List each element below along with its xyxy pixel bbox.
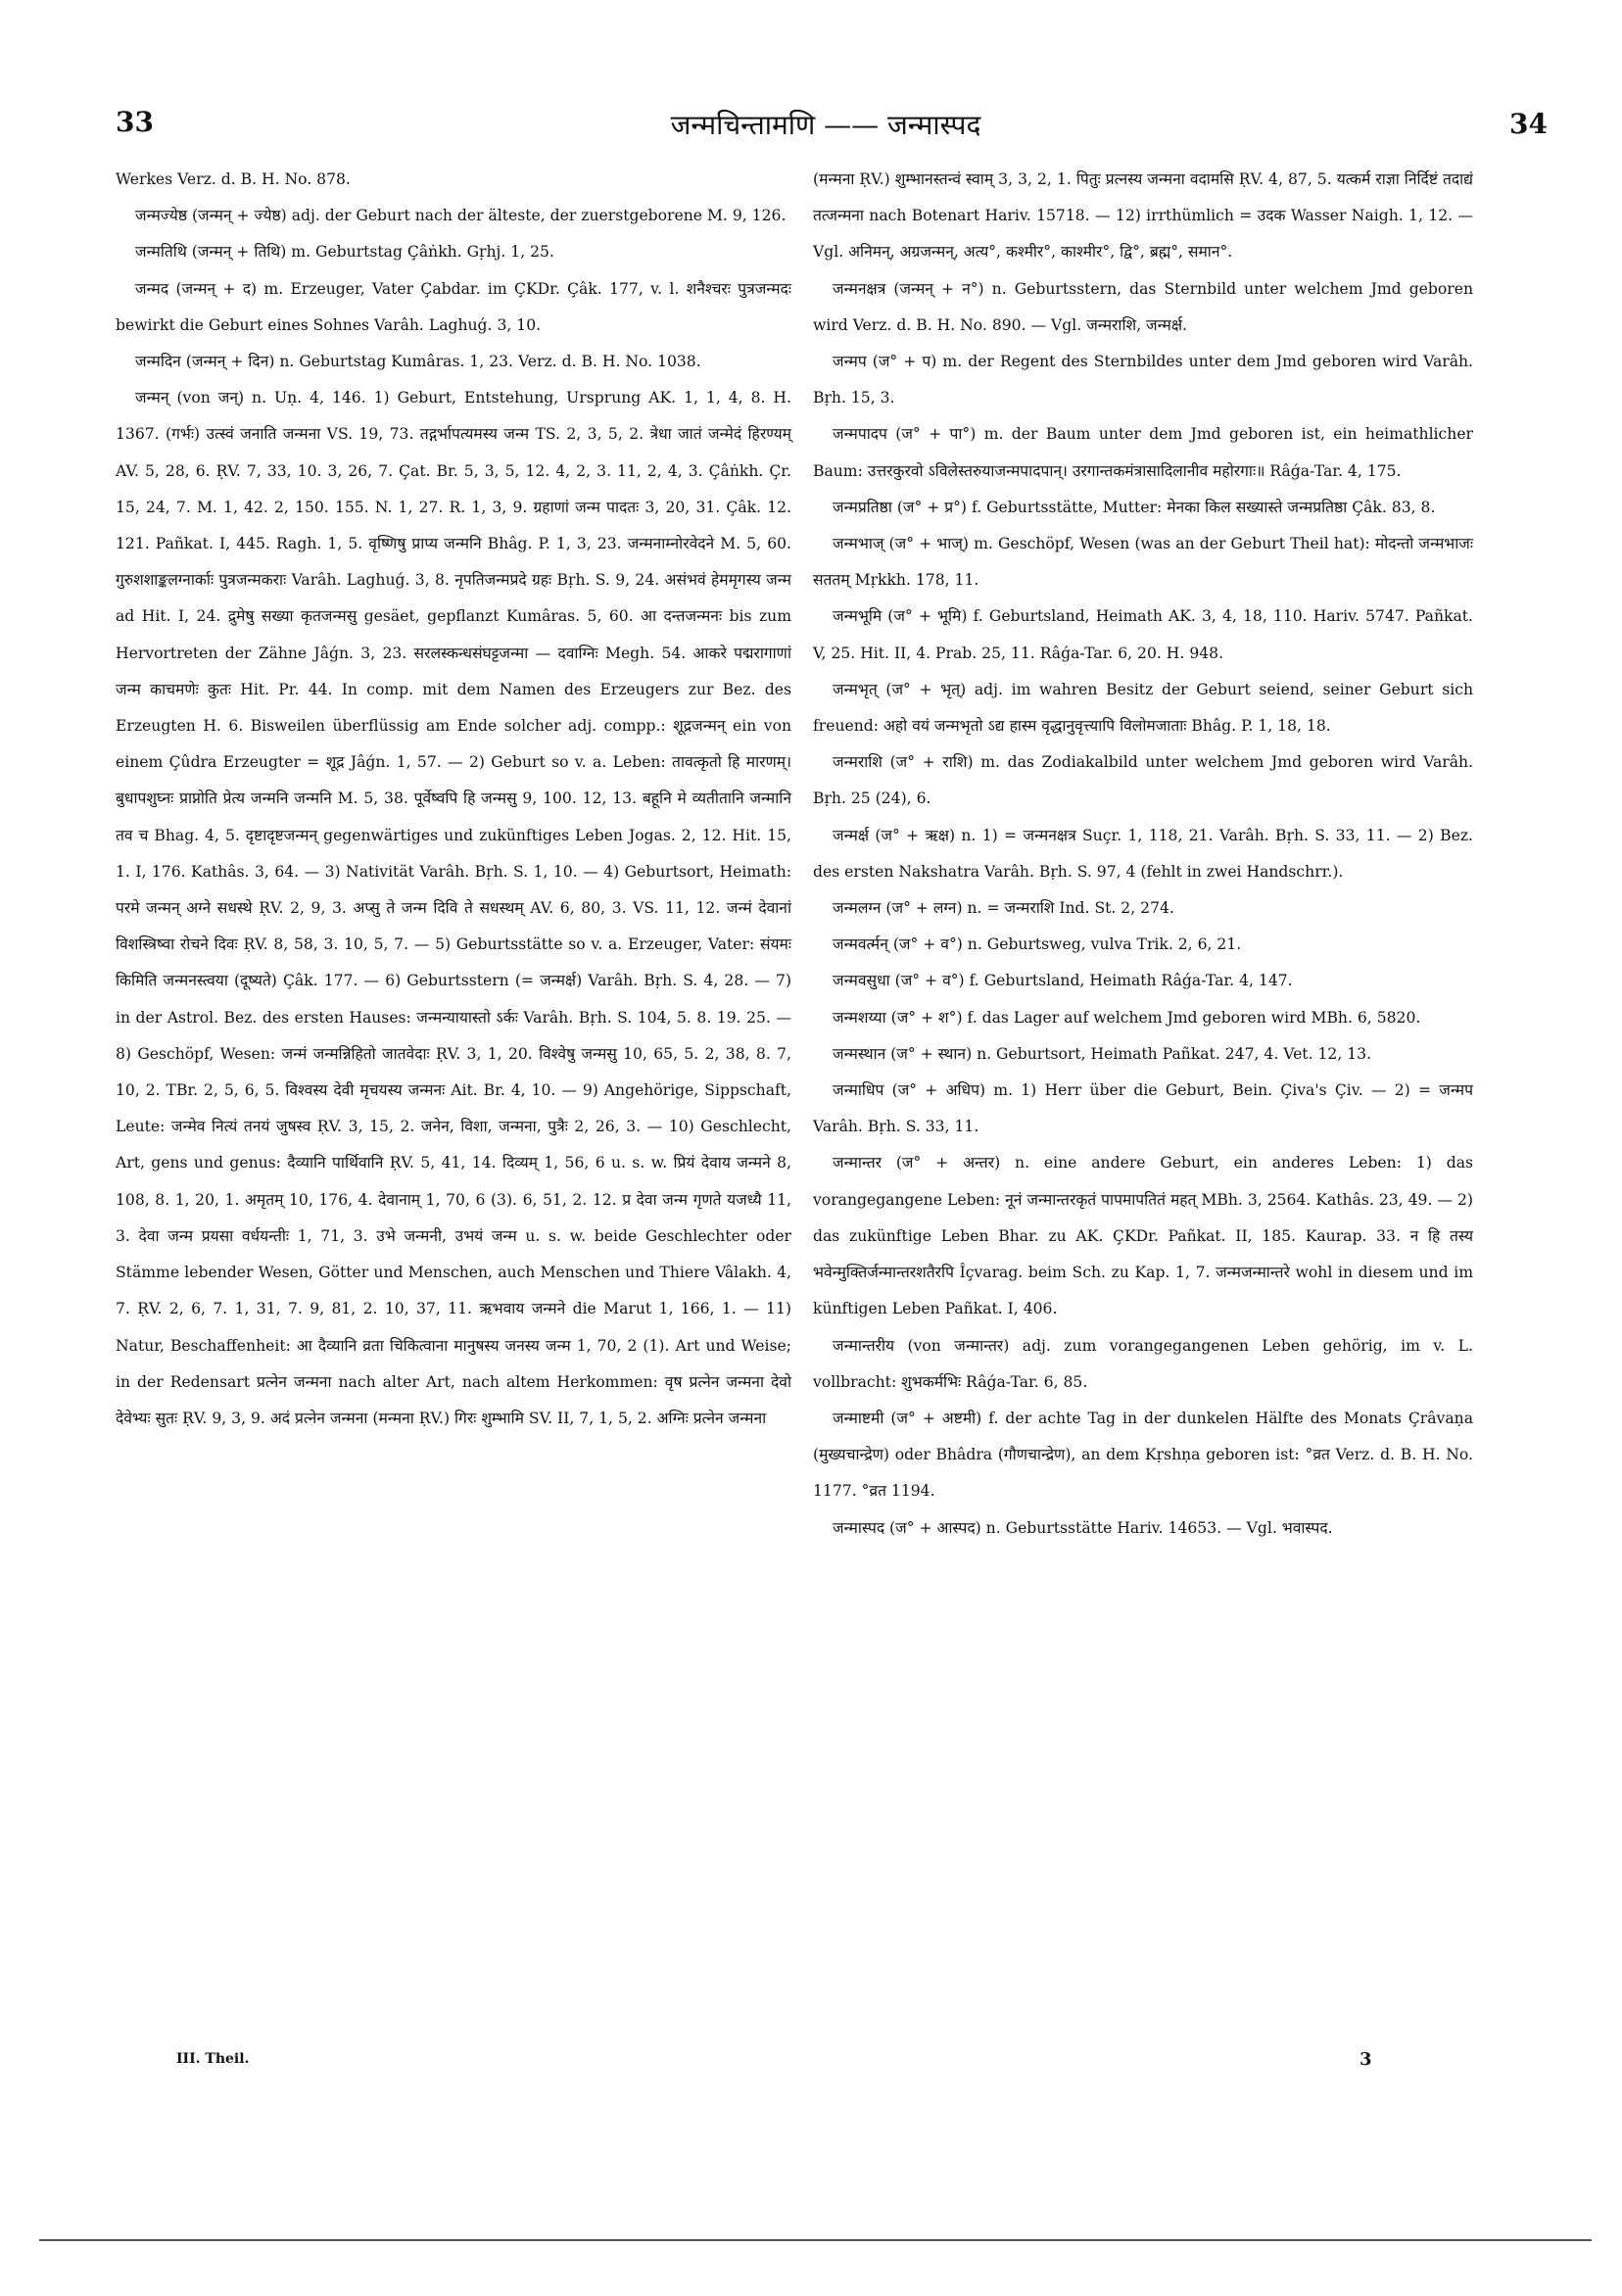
- dictionary-entry: जन्मप (ज° + प) m. der Regent des Sternbildes unter dem Jmd geboren wird Varâh. Bṛh. 15, 3.: [813, 353, 1473, 407]
- dictionary-entry: जन्मराशि (ज° + राशि) m. das Zodiakalbild unter welchem Jmd geboren wird Varâh. Bṛh. 25 (24), 6.: [813, 753, 1473, 808]
- dictionary-entry: Werkes Verz. d. B. H. No. 878.: [116, 170, 351, 188]
- dictionary-entry: जन्मान्तर (ज° + अन्तर) n. eine andere Geburt, ein anderes Leben: 1) das vorangegangene Leben: नूनं जन्मान्तरकृतं पापमापतितं महत् MBh. 3, 2564. Kathâs. 23, 49. — 2) das zukünftige Leben Bhar. zu AK. ÇKDr. Pañkat. II, 185. Kaurap. 33. न हि तस्य भवेन्मुक्तिर्जन्मान्तरशतैरपि Îçvarag. beim Sch. zu Kap. 1, 7. जन्मजन्मान्तरे wohl in diesem und im künftigen Leben Pañkat. I, 406.: [813, 1154, 1473, 1318]
- bottom-rule: [39, 2239, 1592, 2241]
- sheet-signature: 3: [1360, 2049, 1372, 2070]
- left-column: [116, 162, 791, 1437]
- page-number-right: 34: [1509, 108, 1548, 140]
- dictionary-entry: जन्मवसुधा (ज° + व°) f. Geburtsland, Heimath Râǵa-Tar. 4, 147.: [833, 972, 1293, 990]
- page-header: [116, 106, 1548, 145]
- dictionary-entry: जन्मान्तरीय (von जन्मान्तर) adj. zum vorangegangenen Leben gehörig, im v. L. vollbracht: शुभकर्मभिः Râǵa-Tar. 6, 85.: [813, 1336, 1473, 1391]
- dictionary-entry: जन्मपादप (ज° + पा°) m. der Baum unter dem Jmd geboren ist, ein heimathlicher Baum: उत्तरकुरवो ऽविलेस्तरुयाजन्मपादपान्। उरगान्तकमंत्रासादिलानीव महोरगाः॥ Râǵa-Tar. 4, 175.: [813, 425, 1473, 480]
- dictionary-entry: जन्मास्पद (ज° + आस्पद) n. Geburtsstätte Hariv. 14653. — Vgl. भवास्पद.: [833, 1518, 1333, 1537]
- dictionary-entry: जन्मतिथि (जन्मन् + तिथि) m. Geburtstag Çâṅkh. Gṛhj. 1, 25.: [135, 243, 554, 262]
- running-head: जन्मचिन्तामणि —— जन्मास्पद: [670, 109, 981, 141]
- dictionary-entry: जन्मन् (von जन्) n. Uṇ. 4, 146. 1) Geburt, Entstehung, Ursprung AK. 1, 1, 4, 8. H. 1367. (गर्भः) उत्स्वं जनाति जन्मना VS. 19, 73. तद्गर्भापत्यमस्य जन्म TS. 2, 3, 5, 2. त्रेधा जातं जन्मेदं हिरण्यम् AV. 5, 28, 6. ṚV. 7, 33, 10. 3, 26, 7. Çat. Br. 5, 3, 5, 12. 4, 2, 3. 11, 2, 4, 3. Çâṅkh. Çr. 15, 24, 7. M. 1, 42. 2, 150. 155. N. 1, 27. R. 1, 3, 9. ग्रहाणां जन्म पादतः 3, 20, 31. Çâk. 12. 121. Pañkat. I, 445. Ragh. 1, 5. वृष्णिषु प्राप्य जन्मनि Bhâg. P. 1, 3, 23. जन्मनाम्नोरवेदने M. 5, 60. गुरुशशाङ्कलग्नार्काः पुत्रजन्मकराः Varâh. Laghuǵ. 3, 8. नृपतिजन्मप्रदे ग्रहः Bṛh. S. 9, 24. असंभवं हेममृगस्य जन्म ad Hit. I, 24. द्रुमेषु सख्या कृतजन्मसु gesäet, gepflanzt Kumâras. 5, 60. आ दन्तजन्मनः bis zum Hervortreten der Zähne Jâǵn. 3, 23. सरलस्कन्धसंघट्टजन्मा — दवाग्निः Megh. 54. आकरे पद्मरागाणां जन्म काचमणेः कुतः Hit. Pr. 44. In comp. mit dem Namen des Erzeugers zur Bez. des Erzeugten H. 6. Bisweilen überflüssig am Ende solcher adj. compp.: शूद्रजन्मन् ein von einem Çûdra Erzeugter = शूद्र Jâǵn. 1, 57. — 2) Geburt so v. a. Leben: तावत्कृतो हि मारणम्। बुधापशुघ्नः प्राप्नोति प्रेत्य जन्मनि जन्मनि M. 5, 38. पूर्वेष्वपि हि जन्मसु 9, 100. 12, 13. बहूनि मे व्यतीतानि जन्मानि तव च Bhag. 4, 5. दृष्टादृष्टजन्मन् gegenwärtiges und zukünftiges Leben Jogas. 2, 12. Hit. 15, 1. I, 176. Kathâs. 3, 64. — 3) Nativität Varâh. Bṛh. S. 1, 10. — 4) Geburtsort, Heimath: परमे जन्मन् अग्ने सधस्थे ṚV. 2, 9, 3. अप्सु ते जन्म दिवि ते सधस्थम् AV. 6, 80, 3. VS. 11, 12. जन्मं देवानां विशस्त्रिष्वा रोचने दिवः ṚV. 8, 58, 3. 10, 5, 7. — 5) Geburtsstätte so v. a. Erzeuger, Vater: संयमः किमिति जन्मनस्त्वया (दूष्यते) Çâk. 177. — 6) Geburtsstern (= जन्मर्क्ष) Varâh. Bṛh. S. 4, 28. — 7) in der Astrol. Bez. des ersten Hauses: जन्मन्यायास्तो ऽर्कः Varâh. Bṛh. S. 104, 5. 8. 19. 25. — 8) Geschöpf, Wesen: जन्मं जन्मन्निहितो जातवेदाः ṚV. 3, 1, 20. विश्वेषु जन्मसु 10, 65, 5. 2, 38, 8. 7, 10, 2. TBr. 2, 5, 6, 5. विश्वस्य देवी मृचयस्य जन्मनः Ait. Br. 4, 10. — 9) Angehörige, Sippschaft, Leute: जन्मेव नित्यं तनयं जुषस्व ṚV. 3, 15, 2. जनेन, विशा, जन्मना, पुत्रैः 2, 26, 3. — 10) Geschlecht, Art, gens und genus: दैव्यानि पार्थिवानि ṚV. 5, 41, 14. दिव्यम् 1, 56, 6 u. s. w. प्रियं देवाय जन्मने 8, 108, 8. 1, 20, 1. अमृतम् 10, 176, 4. देवानाम् 1, 70, 6 (3). 6, 51, 2. 12. प्र देवा जन्म गृणते यजध्यै 11, 3. देवा जन्म प्रयसा वर्धयन्तीः 1, 71, 3. उभे जन्मनी, उभयं जन्म u. s. w. beide Geschlechter oder Stämme lebender Wesen, Götter und Menschen, auch Menschen und Thiere Vâlakh. 4, 7. ṚV. 2, 6, 7. 1, 31, 7. 9, 81, 2. 10, 37, 11. ऋभवाय जन्मने die Marut 1, 166, 1. — 11) Natur, Beschaffenheit: आ दैव्यानि व्रता चिकित्वाना मानुषस्य जनस्य जन्म 1, 70, 2 (1). Art und Weise; in der Redensart प्रत्नेन जन्मना nach alter Art, nach altem Herkommen: वृष प्रत्नेन जन्मना देवो देवेभ्यः सुतः ṚV. 9, 3, 9. अदं प्रत्नेन जन्मना (मन्मना ṚV.) गिरः शुम्भामि SV. II, 7, 1, 5, 2. अग्निः प्रत्नेन जन्मना: [116, 389, 791, 1427]
- dictionary-entry: जन्मस्थान (ज° + स्थान) n. Geburtsort, Heimath Pañkat. 247, 4. Vet. 12, 13.: [833, 1044, 1372, 1063]
- dictionary-entry: जन्मशय्या (ज° + श°) f. das Lager auf welchem Jmd geboren wird MBh. 6, 5820.: [833, 1008, 1421, 1027]
- dictionary-entry: जन्मभूमि (ज° + भूमि) f. Geburtsland, Heimath AK. 3, 4, 18, 110. Hariv. 5747. Pañkat. V, 25. Hit. II, 4. Prab. 25, 11. Râǵa-Tar. 6, 20. H. 948.: [813, 607, 1473, 662]
- dictionary-entry: जन्मभाज् (ज° + भाज्) m. Geschöpf, Wesen (was an der Geburt Theil hat): मोदन्तो जन्मभाजः सततम् Mṛkkh. 178, 11.: [813, 535, 1473, 590]
- dictionary-entry: जन्मलग्न (ज° + लग्न) n. = जन्मराशि Ind. St. 2, 274.: [833, 899, 1174, 918]
- dictionary-entry: जन्मज्येष्ठ (जन्मन् + ज्येष्ठ) adj. der Geburt nach der älteste, der zuerstgeborene M. 9, 126.: [135, 207, 787, 225]
- dictionary-entry: (मन्मना ṚV.) शुम्भानस्तन्वं स्वाम् 3, 3, 2, 1. पितुः प्रत्नस्य जन्मना वदामसि ṚV. 4, 87, 5. यत्कर्म राज्ञा निर्दिष्टं तदाद्यं तत्जन्मना nach Botenart Hariv. 15718. — 12) irrthümlich = उदक Wasser Naigh. 1, 12. — Vgl. अनिमन्, अग्रजन्मन्, अत्य°, कश्मीर°, काश्मीर°, द्वि°, ब्रह्म°, समान°.: [813, 170, 1473, 262]
- dictionary-entry: जन्मर्क्ष (ज° + ऋक्ष) n. 1) = जन्मनक्षत्र Suçr. 1, 118, 21. Varâh. Bṛh. S. 33, 11. — 2) Bez. des ersten Nakshatra Varâh. Bṛh. S. 97, 4 (fehlt in zwei Handschrr.).: [813, 826, 1473, 881]
- page-number-left: 33: [116, 106, 154, 138]
- right-column: [813, 162, 1473, 1547]
- dictionary-entry: जन्माष्टमी (ज° + अष्टमी) f. der achte Tag in der dunkelen Hälfte des Monats Çrâvaṇa (मुख्यचान्द्रेण) oder Bhâdra (गौणचान्द्रेण), an dem Kṛshṇa geboren ist: °व्रत Verz. d. B. H. No. 1177. °व्रत 1194.: [813, 1409, 1473, 1501]
- dictionary-entry: जन्मनक्षत्र (जन्मन् + न°) n. Geburtsstern, das Sternbild unter welchem Jmd geboren wird Verz. d. B. H. No. 890. — Vgl. जन्मराशि, जन्मर्क्ष.: [813, 279, 1473, 334]
- dictionary-entry: जन्मभृत् (ज° + भृत्) adj. im wahren Besitz der Geburt seiend, seiner Geburt sich freuend: अहो वयं जन्मभृतो ऽद्य हास्म वृद्धानुवृत्त्यापि विलोमजाताः Bhâg. P. 1, 18, 18.: [813, 680, 1473, 736]
- dictionary-entry: जन्मदिन (जन्मन् + दिन) n. Geburtstag Kumâras. 1, 23. Verz. d. B. H. No. 1038.: [135, 353, 701, 371]
- dictionary-entry: जन्मवर्त्मन् (ज° + व°) n. Geburtsweg, vulva Trik. 2, 6, 21.: [833, 935, 1242, 954]
- dictionary-entry: जन्माधिप (ज° + अधिप) m. 1) Herr über die Geburt, Bein. Çiva's Çiv. — 2) = जन्मप Varâh. Bṛh. S. 33, 11.: [813, 1081, 1473, 1136]
- dictionary-entry: जन्मद (जन्मन् + द) m. Erzeuger, Vater Çabdar. im ÇKDr. Çâk. 177, v. l. शनैश्चरः पुत्रजन्मदः bewirkt die Geburt eines Sohnes Varâh. Laghuǵ. 3, 10.: [116, 279, 791, 334]
- dictionary-entry: जन्मप्रतिष्ठा (ज° + प्र°) f. Geburtsstätte, Mutter: मेनका किल सख्यास्ते जन्मप्रतिष्ठा Çâk. 83, 8.: [833, 498, 1436, 516]
- volume-label: III. Theil.: [176, 2051, 250, 2067]
